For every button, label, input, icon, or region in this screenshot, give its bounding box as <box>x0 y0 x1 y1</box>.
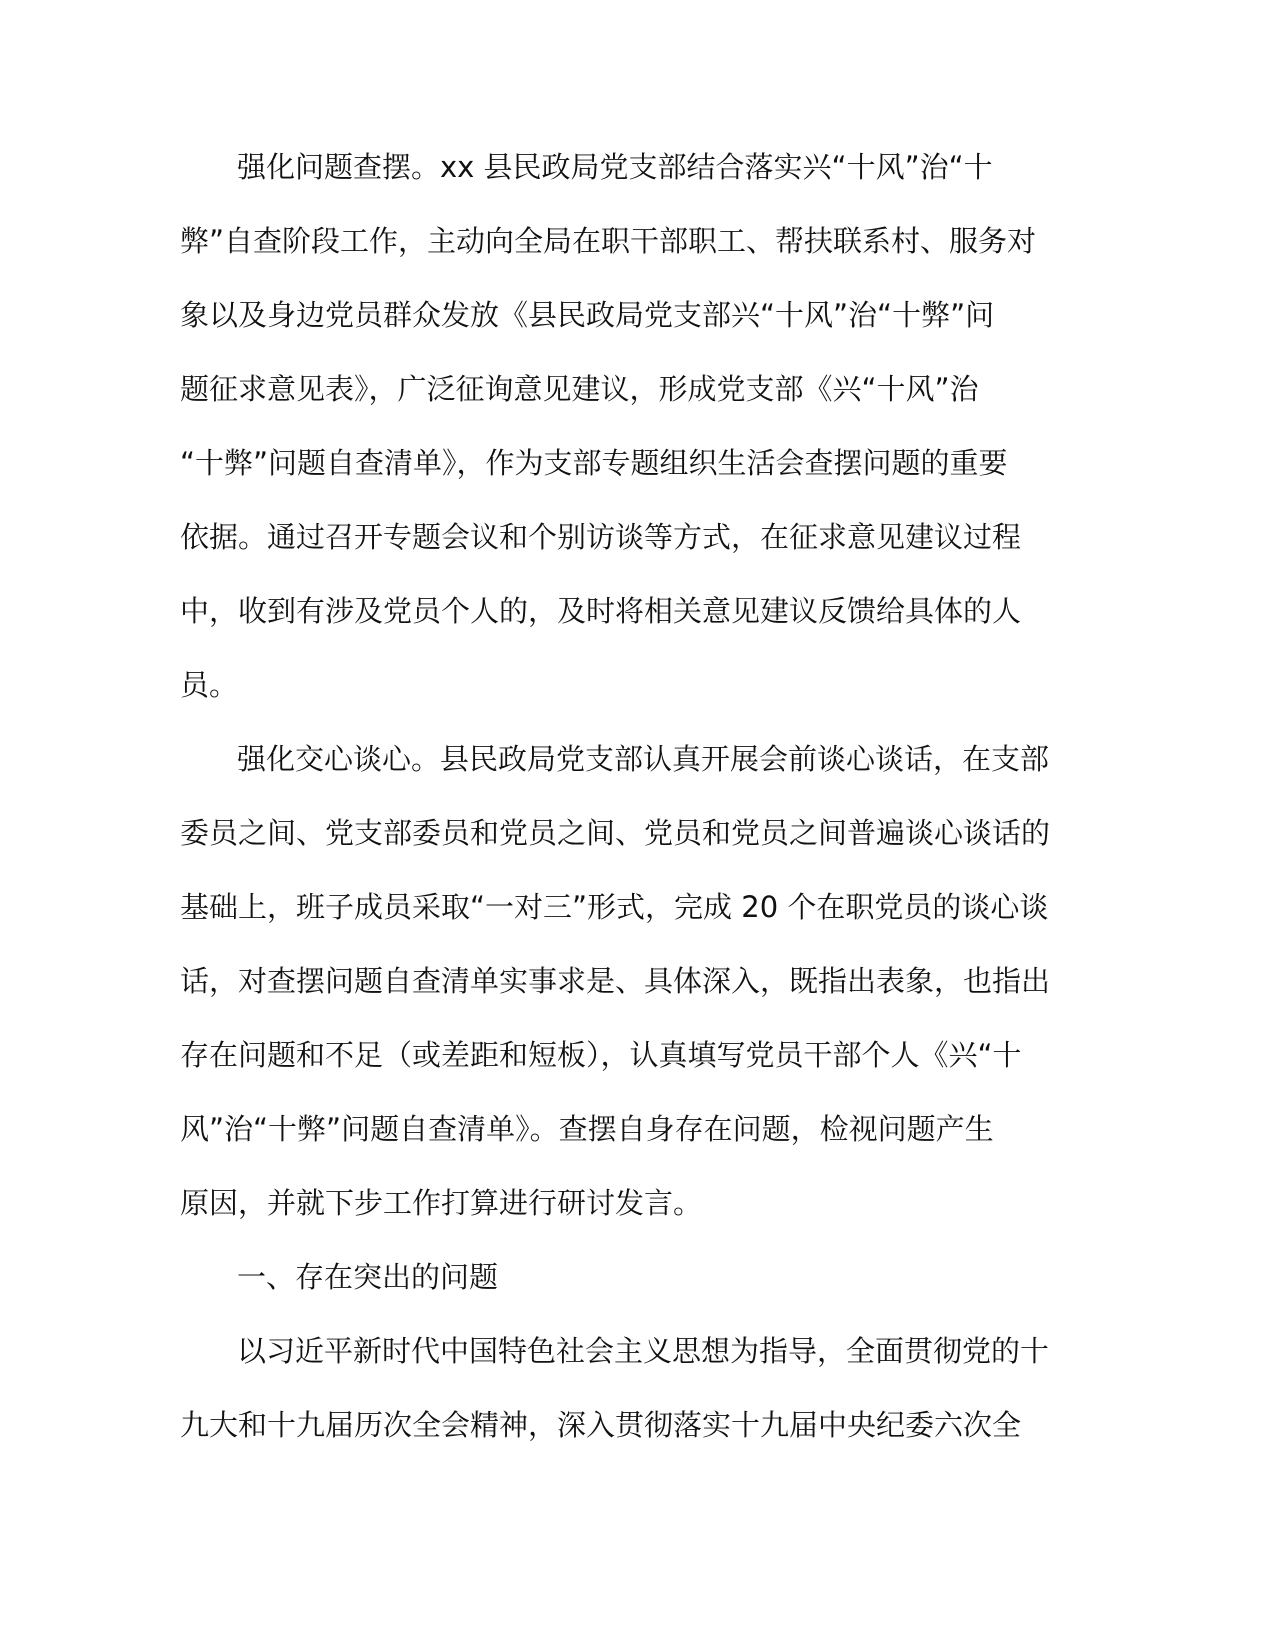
paragraph-line: “十弊”问题自查清单》，作为支部专题组织生活会查摆问题的重要 <box>180 446 1008 480</box>
paragraph-line: 弊”自查阶段工作，主动向全局在职干部职工、帮扶联系村、服务对 <box>180 224 1037 258</box>
paragraph-line: 题征求意见表》，广泛征询意见建议，形成党支部《兴“十风”治 <box>180 372 979 406</box>
paragraph-line: 风”治“十弊”问题自查清单》。查摆自身存在问题，检视问题产生 <box>180 1112 994 1146</box>
paragraph-line: 原因，并就下步工作打算进行研讨发言。 <box>180 1186 703 1220</box>
paragraph-line: 象以及身边党员群众发放《县民政局党支部兴“十风”治“十弊”问 <box>180 298 995 332</box>
paragraph-line: 中，收到有涉及党员个人的，及时将相关意见建议反馈给具体的人 <box>180 594 1022 628</box>
paragraph-line: 以习近平新时代中国特色社会主义思想为指导，全面贯彻党的十 <box>237 1334 1050 1368</box>
paragraph-line: 存在问题和不足（或差距和短板），认真填写党员干部个人《兴“十 <box>180 1038 1022 1072</box>
paragraph-line: 基础上，班子成员采取“一对三”形式，完成 20 个在职党员的谈心谈 <box>180 890 1049 924</box>
paragraph-line: 依据。通过召开专题会议和个别访谈等方式，在征求意见建议过程 <box>180 520 1022 554</box>
paragraph-line: 话，对查摆问题自查清单实事求是、具体深入，既指出表象，也指出 <box>180 964 1051 998</box>
document-body <box>180 130 1051 1462</box>
paragraph-line: 强化交心谈心。县民政局党支部认真开展会前谈心谈话，在支部 <box>237 742 1050 776</box>
paragraph-line: 员。 <box>180 668 239 702</box>
paragraph-line: 强化问题查摆。xx 县民政局党支部结合落实兴“十风”治“十 <box>237 150 993 184</box>
paragraph-line: 九大和十九届历次全会精神，深入贯彻落实十九届中央纪委六次全 <box>180 1408 1022 1442</box>
section-heading: 一、存在突出的问题 <box>237 1260 499 1294</box>
paragraph-line: 委员之间、党支部委员和党员之间、党员和党员之间普遍谈心谈话的 <box>180 816 1051 850</box>
